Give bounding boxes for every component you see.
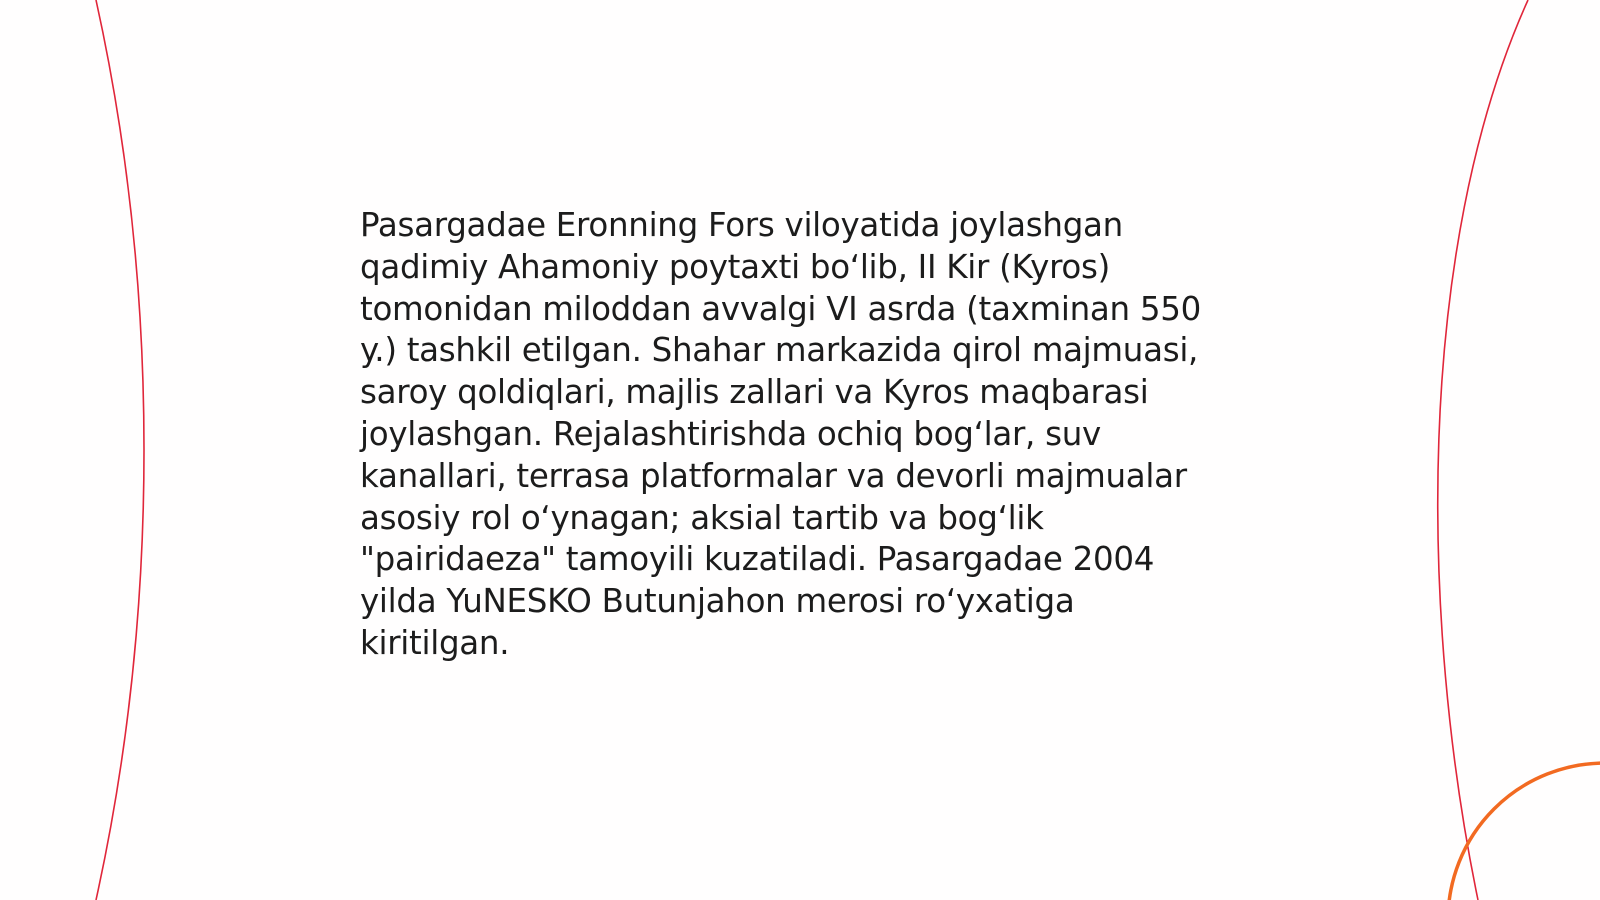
paragraph-line: kanallari, terrasa platformalar va devorli majmualar: [360, 456, 1187, 495]
paragraph-line: Pasargadae Eronning Fors viloyatida joylashgan: [360, 206, 1123, 244]
paragraph-line: saroy qoldiqlari, majlis zallari va Kyros maqbarasi: [360, 373, 1149, 412]
paragraph-line: tomonidan miloddan avvalgi VI asrda (taxminan 550: [360, 289, 1201, 328]
paragraph-line: qadimiy Ahamoniy poytaxti bo‘lib, II Kir (Kyros): [360, 247, 1111, 286]
paragraph-line: "pairidaeza" tamoyili kuzatiladi. Pasargadae 2004: [360, 540, 1155, 579]
orange-circle-arc: [1448, 763, 1600, 900]
body-paragraph: [360, 205, 1220, 665]
paragraph-line: joylashgan. Rejalashtirishda ochiq bog‘lar, suv: [360, 414, 1101, 453]
paragraph-line: asosiy rol o‘ynagan; aksial tartib va bog‘lik: [360, 498, 1044, 537]
paragraph-line: kiritilgan.: [360, 623, 510, 662]
left-red-curve: [96, 0, 144, 900]
paragraph-line: yilda YuNESKO Butunjahon merosi ro‘yxatiga: [360, 582, 1075, 621]
paragraph-line: y.) tashkil etilgan. Shahar markazida qirol majmuasi,: [360, 331, 1199, 370]
right-red-curve: [1438, 0, 1528, 900]
